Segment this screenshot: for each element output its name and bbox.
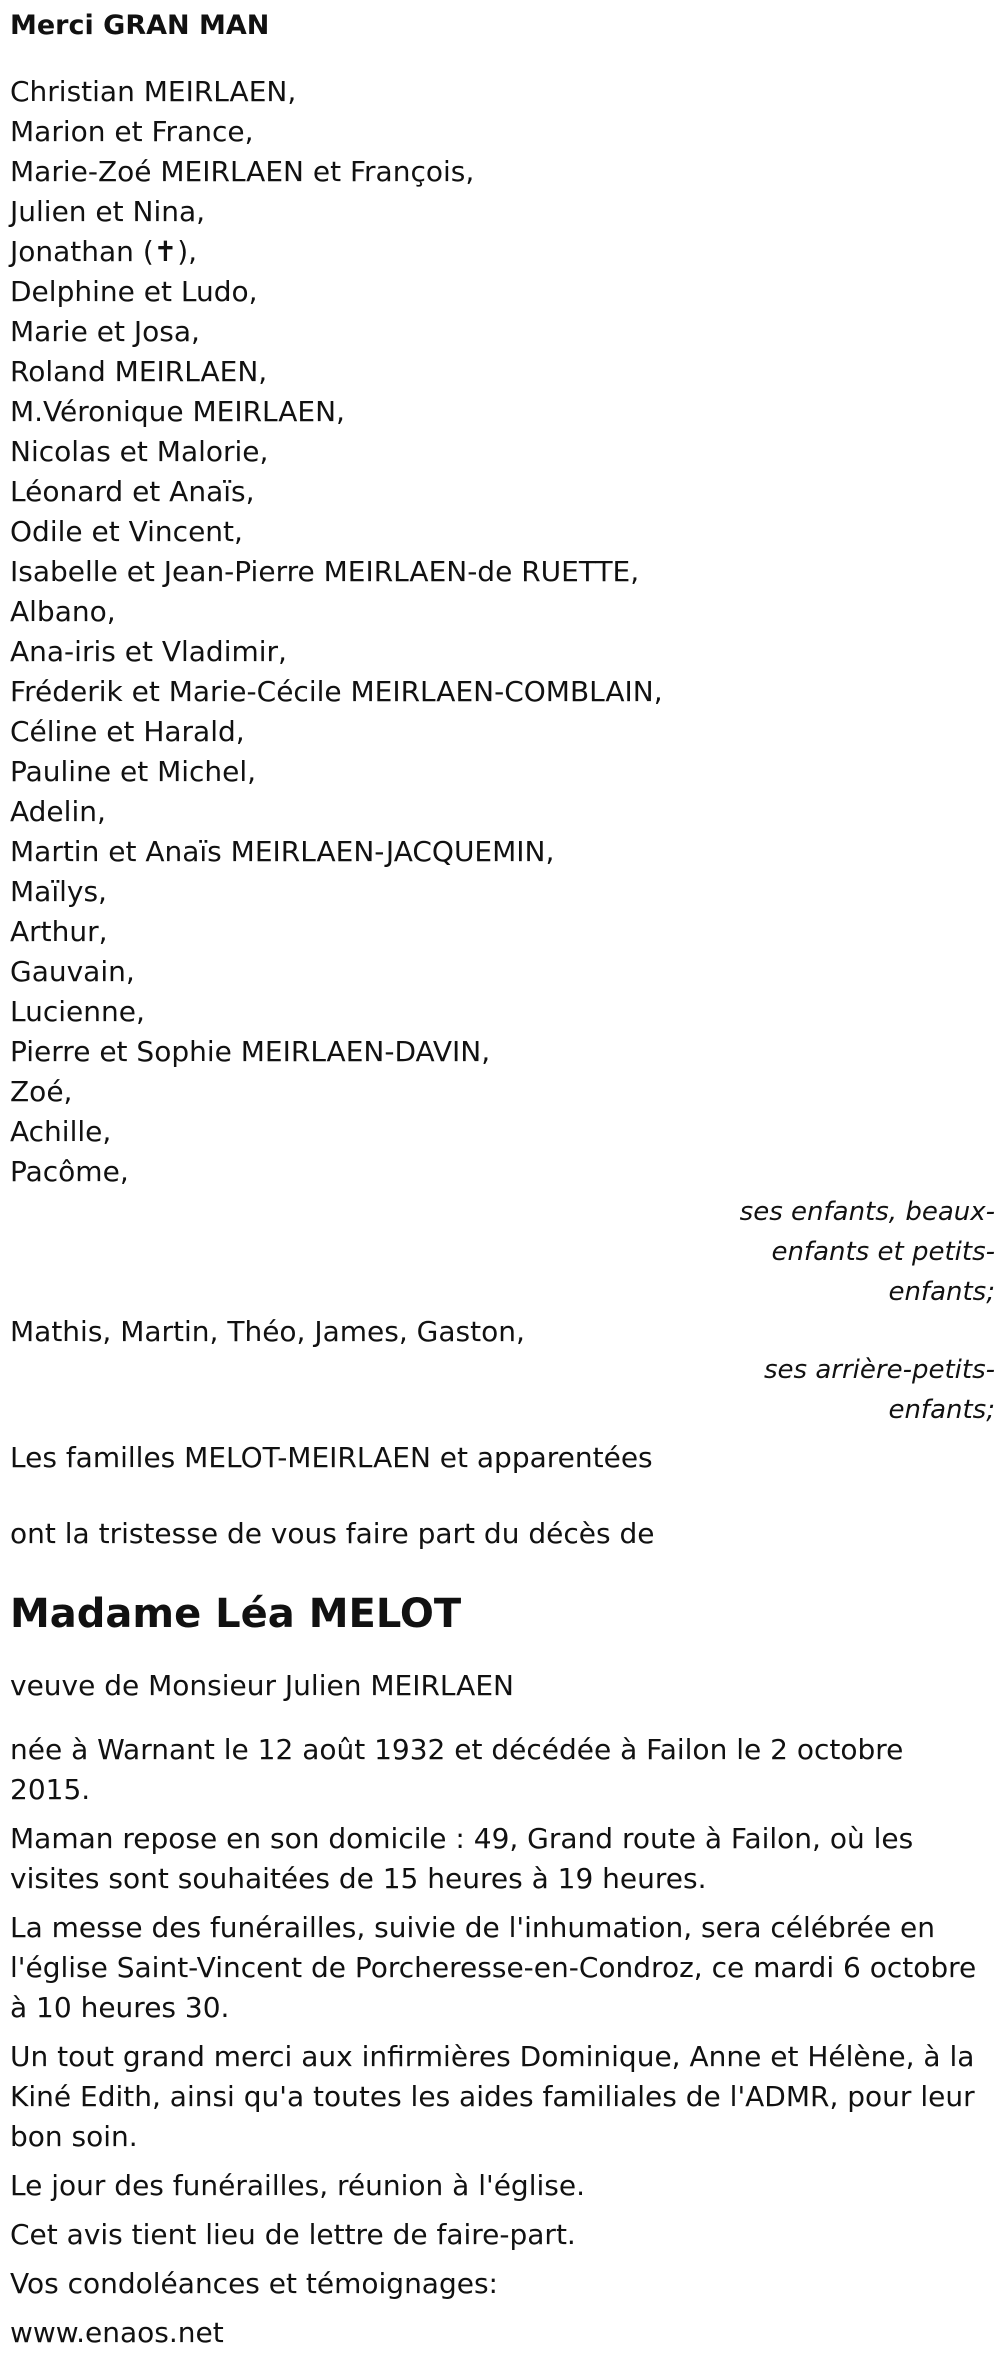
family-member: Achille, — [10, 1115, 112, 1148]
family-member: Arthur, — [10, 915, 108, 948]
family-member: Odile et Vincent, — [10, 515, 243, 548]
relation-children-label: ses enfants, beaux-enfants et petits-enfants; — [739, 1197, 995, 1307]
family-member: Gauvain, — [10, 955, 135, 988]
notice-paragraph: Cet avis tient lieu de lettre de faire-part. — [10, 2218, 576, 2251]
family-member: Pacôme, — [10, 1155, 129, 1188]
visitation-paragraph: Maman repose en son domicile : 49, Grand route à Failon, où les visites sont souhaitées de 15 heures à 19 heures. — [10, 1822, 914, 1895]
family-member: Nicolas et Malorie, — [10, 435, 269, 468]
family-member: Fréderik et Marie-Cécile MEIRLAEN-COMBLAIN, — [10, 675, 663, 708]
condolences-paragraph: Vos condoléances et témoignages: — [10, 2267, 498, 2300]
widow-line: veuve de Monsieur Julien MEIRLAEN — [10, 1669, 514, 1702]
family-member: Martin et Anaïs MEIRLAEN-JACQUEMIN, — [10, 835, 555, 868]
family-member: Jonathan (✝), — [10, 235, 198, 268]
family-member: Isabelle et Jean-Pierre MEIRLAEN-de RUETTE, — [10, 555, 640, 588]
family-member: Maïlys, — [10, 875, 107, 908]
family-member: Marion et France, — [10, 115, 254, 148]
family-member: Roland MEIRLAEN, — [10, 355, 268, 388]
family-member: Céline et Harald, — [10, 715, 245, 748]
relation-great-grandchildren-label: ses arrière-petits-enfants; — [764, 1355, 995, 1425]
thanks-paragraph: Un tout grand merci aux infirmières Dominique, Anne et Hélène, à la Kiné Edith, ainsi qu'a toutes les aides familiales de l'ADMR, pour leur bon soin. — [10, 2040, 975, 2153]
great-grandchildren-names: Mathis, Martin, Théo, James, Gaston, — [10, 1315, 525, 1348]
family-member: Pauline et Michel, — [10, 755, 257, 788]
reunion-paragraph: Le jour des funérailles, réunion à l'église. — [10, 2169, 585, 2202]
family-member: Zoé, — [10, 1075, 73, 1108]
family-member: Adelin, — [10, 795, 106, 828]
family-member: Albano, — [10, 595, 116, 628]
deceased-name: Madame Léa MELOT — [10, 1591, 462, 1637]
family-member: Marie et Josa, — [10, 315, 200, 348]
birth-death-paragraph: née à Warnant le 12 août 1932 et décédée à Failon le 2 octobre 2015. — [10, 1733, 904, 1806]
family-member: Delphine et Ludo, — [10, 275, 258, 308]
obituary-notice — [10, 6, 995, 2362]
website-link[interactable]: www.enaos.net — [10, 2316, 224, 2349]
family-list — [10, 72, 995, 1192]
family-member: Pierre et Sophie MEIRLAEN-DAVIN, — [10, 1035, 491, 1068]
funeral-mass-paragraph: La messe des funérailles, suivie de l'inhumation, sera célébrée en l'église Saint-Vincent de Porcheresse-en-Condroz, ce mardi 6 octobre à 10 heures 30. — [10, 1911, 977, 2024]
family-member: Lucienne, — [10, 995, 145, 1028]
families-line: Les familles MELOT-MEIRLAEN et apparentées — [10, 1441, 653, 1474]
family-member: Léonard et Anaïs, — [10, 475, 255, 508]
family-member: Ana-iris et Vladimir, — [10, 635, 287, 668]
family-member: Marie-Zoé MEIRLAEN et François, — [10, 155, 475, 188]
family-member: Christian MEIRLAEN, — [10, 75, 297, 108]
announcement-line: ont la tristesse de vous faire part du décès de — [10, 1517, 655, 1550]
notice-heading: Merci GRAN MAN — [10, 10, 270, 41]
family-member: Julien et Nina, — [10, 195, 206, 228]
family-member: M.Véronique MEIRLAEN, — [10, 395, 345, 428]
